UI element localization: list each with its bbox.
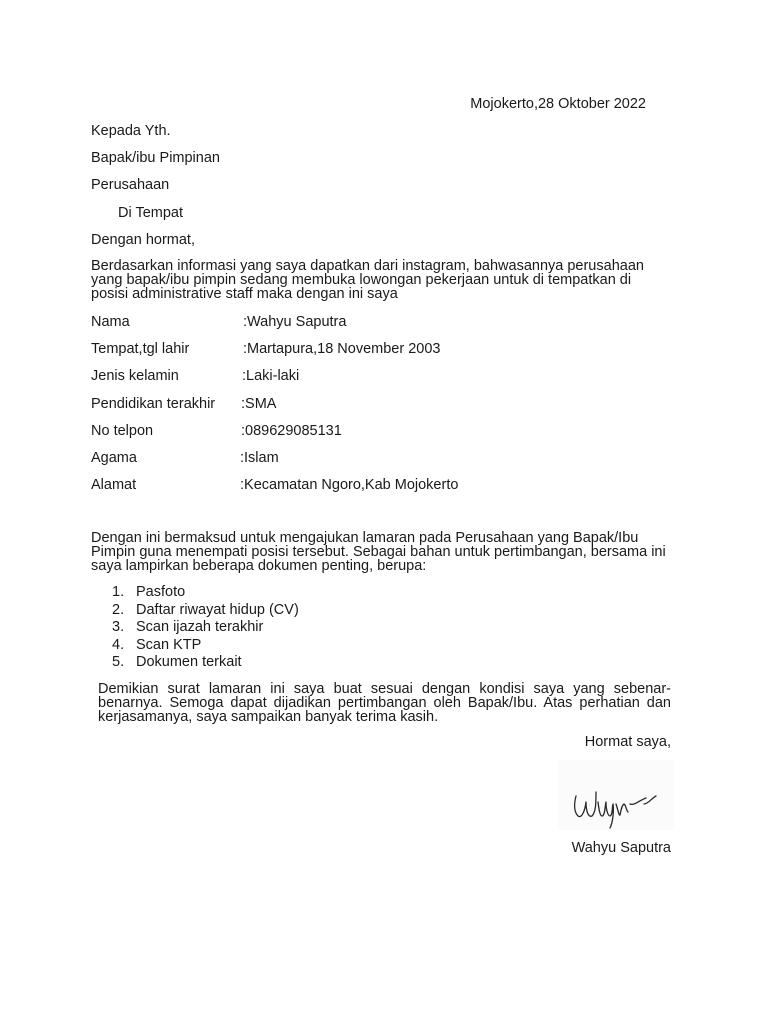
list-item: 3. Scan ijazah terakhir xyxy=(112,619,264,636)
list-item: 1. Pasfoto xyxy=(112,584,186,600)
recipient-line-4: Di Tempat xyxy=(118,205,184,221)
identity-label: Jenis kelamin xyxy=(91,368,179,384)
identity-value: :Wahyu Saputra xyxy=(243,314,347,330)
greeting: Dengan hormat, xyxy=(91,232,195,248)
identity-label: Tempat,tgl lahir xyxy=(91,341,190,357)
recipient-line-1: Kepada Yth. xyxy=(91,123,171,139)
identity-label: No telpon xyxy=(91,423,154,439)
identity-value: :Kecamatan Ngoro,Kab Mojokerto xyxy=(240,477,459,493)
list-item: 4. Scan KTP xyxy=(112,636,202,653)
list-item: 2. Daftar riwayat hidup (CV) xyxy=(112,601,299,618)
identity-value: :089629085131 xyxy=(241,423,342,439)
signer-name: Wahyu Saputra xyxy=(571,840,671,856)
identity-label: Nama xyxy=(91,314,130,330)
closing-paragraph: Demikian surat lamaran ini saya buat sesuai dengan kondisi saya yang sebenar-benarnya. Semoga dapat dijadikan pertimbangan oleh Bapak/Ibu. Atas perhatian dan kerjasamanya, saya sampaikan banyak terima kasih. xyxy=(98,681,671,725)
purpose-paragraph: Dengan ini bermaksud untuk mengajukan lamaran pada Perusahaan yang Bapak/Ibu Pimpin guna menempati posisi tersebut. Sebagai bahan untuk pertimbangan, bersama ini saya lampirkan beberapa dokumen penting, berupa: xyxy=(91,530,666,574)
identity-label: Alamat xyxy=(91,477,137,493)
intro-paragraph: Berdasarkan informasi yang saya dapatkan dari instagram, bahwasannya perusahaan yang bapak/ibu pimpin sedang membuka lowongan pekerjaan untuk di tempatkan di posisi administrative staff maka dengan ini saya xyxy=(91,258,644,302)
identity-value: :Laki-laki xyxy=(242,368,300,384)
identity-value: :Martapura,18 November 2003 xyxy=(243,341,441,357)
identity-label: Agama xyxy=(91,450,137,466)
signature-scribble xyxy=(558,760,674,830)
recipient-line-3: Perusahaan xyxy=(91,177,170,193)
letter-date: Mojokerto,28 Oktober 2022 xyxy=(470,96,646,112)
recipient-line-2: Bapak/ibu Pimpinan xyxy=(91,150,220,166)
identity-value: :Islam xyxy=(240,450,279,466)
signature-image xyxy=(558,760,674,830)
identity-label: Pendidikan terakhir xyxy=(91,396,216,412)
sign-off: Hormat saya, xyxy=(584,734,671,750)
list-item: 5. Dokumen terkait xyxy=(112,654,242,671)
attachment-list xyxy=(112,584,299,672)
identity-value: :SMA xyxy=(241,396,277,412)
